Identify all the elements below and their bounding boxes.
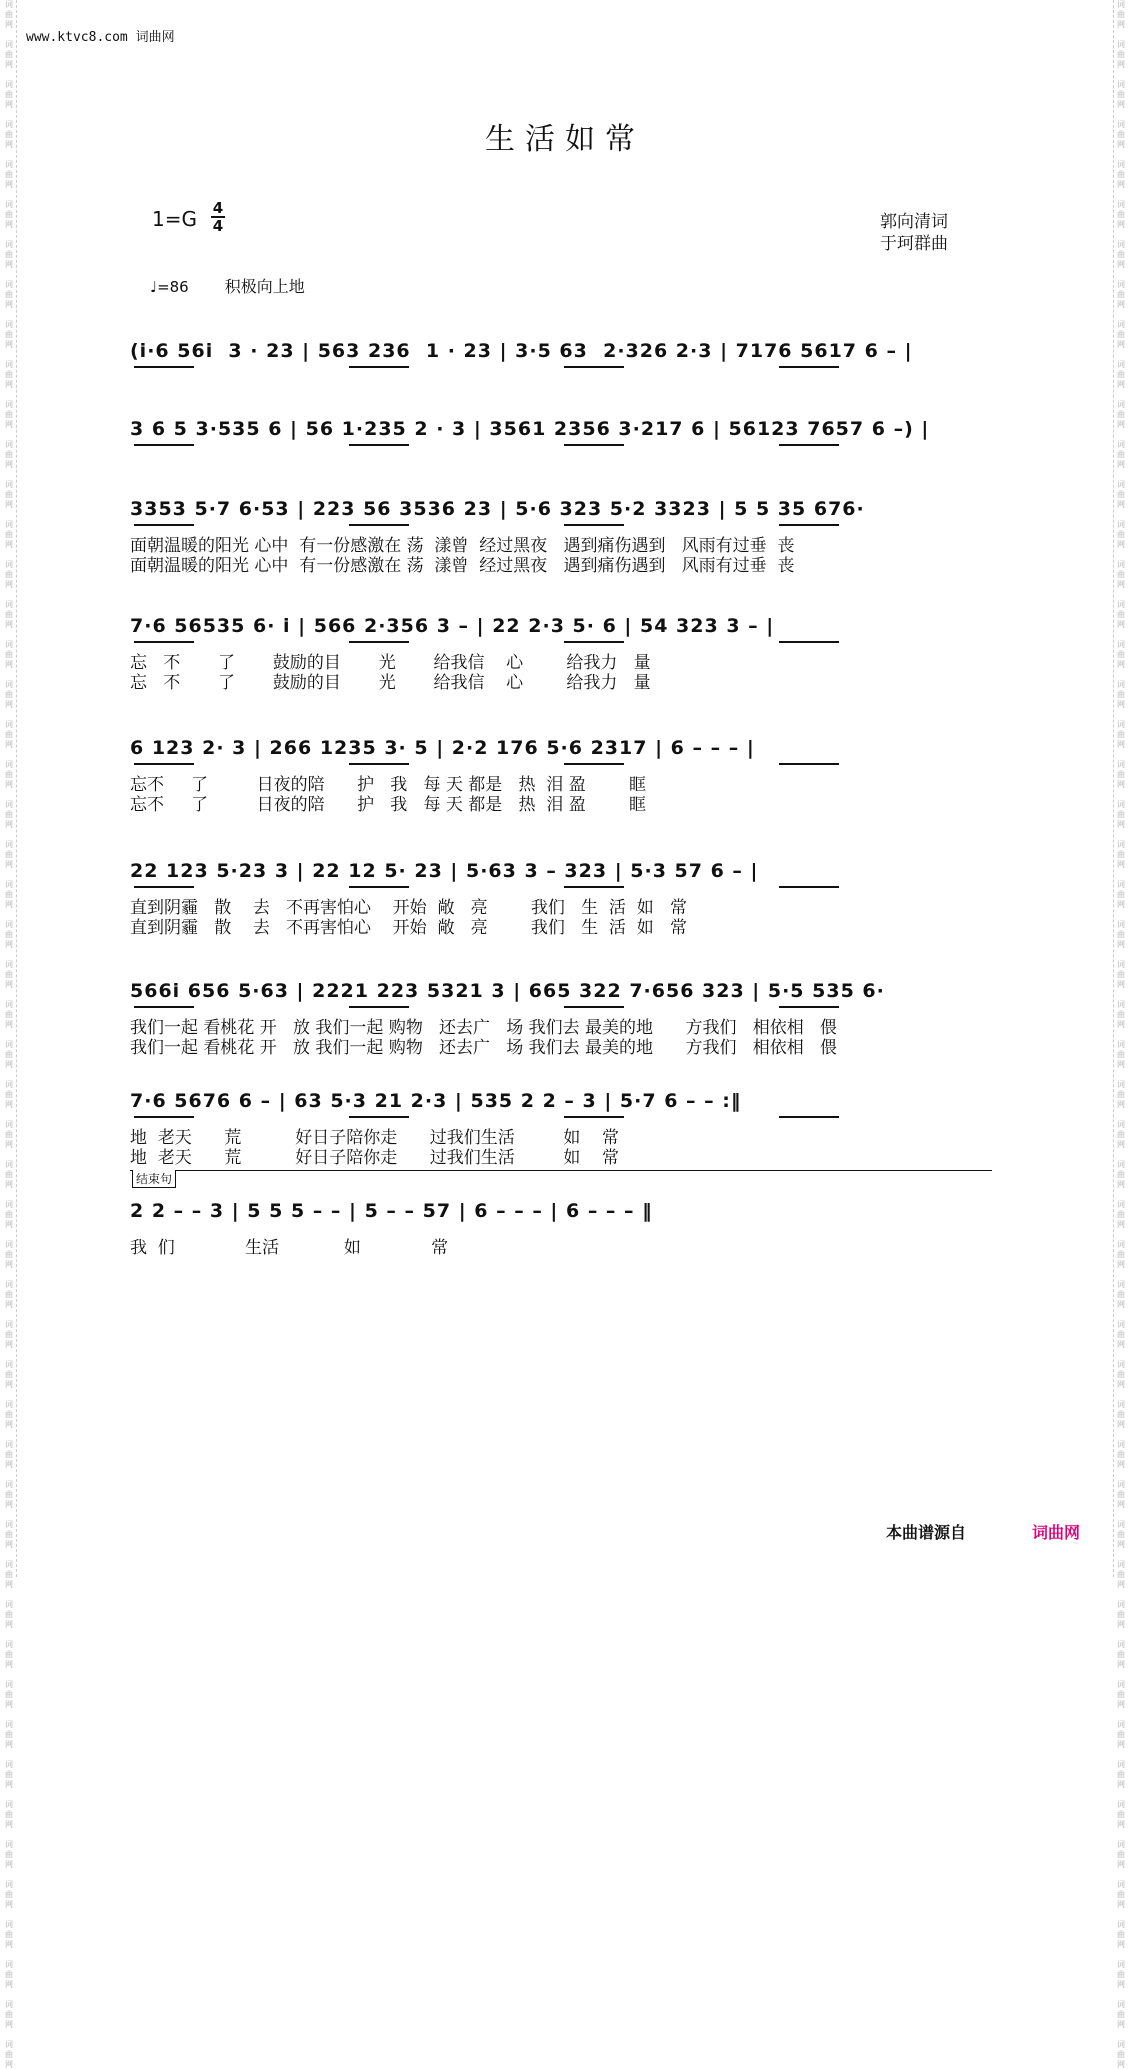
beam-line <box>779 1116 839 1118</box>
lyric-line: 我们一起 看桃花 开 放 我们一起 购物 还去广 场 我们去 最美的地 方我们 相依相 偎 <box>130 1018 837 1038</box>
lyric-line: 面朝温暖的阳光 心中 有一份感激在 荡 漾曾 经过黑夜 遇到痛伤遇到 风雨有过垂 丧 <box>130 556 795 576</box>
lyric-line: 地 老天 荒 好日子陪你走 过我们生活 如 常 <box>130 1128 619 1148</box>
lyric-line: 地 老天 荒 好日子陪你走 过我们生活 如 常 <box>130 1148 619 1168</box>
credits <box>880 211 948 255</box>
source-text: 本曲谱源自 <box>886 1523 967 1542</box>
lyric-line: 直到阴霾 散 去 不再害怕心 开始 敞 亮 我们 生 活 如 常 <box>130 918 687 938</box>
notation-line: 566i 656 5·63 | 2221 223 5321 3 | 665 322 7·656 323 | 5·5 535 6· <box>130 980 893 1002</box>
tempo-mark: ♩=86 <box>150 278 189 296</box>
lyric-line: 直到阴霾 散 去 不再害怕心 开始 敞 亮 我们 生 活 如 常 <box>130 898 687 918</box>
beam-line <box>349 524 409 526</box>
notation-line: 3 6 5 3·535 6 | 56 1·235 2 · 3 | 3561 2356 3·217 6 | 56123 7657 6 –) | <box>130 418 930 440</box>
beam-line <box>349 641 409 643</box>
beam-line <box>349 763 409 765</box>
beam-line <box>779 524 839 526</box>
beam-line <box>349 1006 409 1008</box>
beam-line <box>349 1116 409 1118</box>
notation-line: 22 123 5·23 3 | 22 12 5· 23 | 5·63 3 – 323 | 5·3 57 6 – | <box>130 860 759 882</box>
song-title: 生活如常 <box>485 122 645 157</box>
time-bottom: 4 <box>212 217 224 235</box>
composer: 于珂群曲 <box>880 234 948 254</box>
beam-line <box>134 641 194 643</box>
right-watermark-strip: 词 曲 网 词 曲 网 词 曲 网 词 曲 网 词 曲 网 词 曲 网 词 曲 网 词 曲 网 词 曲 网 词 曲 网 词 曲 网 词 曲 网 词 曲 网 词 曲 网 词 曲 网 词 曲 网 词 曲 网 词 曲 网 词 曲 网 词 曲 网 词 曲 网 词 曲 网 词 曲 网 词 曲 网 词 曲 网 词 曲 网 词 曲 网 词 曲 网 词 曲 网 词 曲 网 词 曲 网 词 曲 网 词 曲 网 词 曲 网 词 曲 网 词 曲 网 词 曲 网 词 曲 网 词 曲 网 词 曲 网 词 曲 网 词 曲 网 词 曲 网 词 曲 网 词 曲 网 词 曲 网 词 曲 网 词 曲 网 词 曲 网 词 曲 网 词 曲 网 词 曲 网 <box>1113 0 1128 1577</box>
lyric-line: 忘 不 了 鼓励的目 光 给我信 心 给我力 量 <box>130 653 651 673</box>
tempo-line <box>150 274 305 297</box>
beam-line <box>134 524 194 526</box>
beam-line <box>779 366 839 368</box>
beam-line <box>564 524 624 526</box>
lyric-line: 面朝温暖的阳光 心中 有一份感激在 荡 漾曾 经过黑夜 遇到痛伤遇到 风雨有过垂 丧 <box>130 536 795 556</box>
beam-line <box>134 444 194 446</box>
beam-line <box>564 444 624 446</box>
lyricist: 郭向清词 <box>880 212 948 232</box>
ending-notes: 2 2 – – 3 | 5 5 5 – – | 5 – – 57 | 6 – – – | 6 – – – ‖ <box>130 1200 653 1222</box>
beam-line <box>134 763 194 765</box>
mood-text: 积极向上地 <box>224 277 305 296</box>
beam-line <box>779 641 839 643</box>
notation-line: 3353 5·7 6·53 | 223 56 3536 23 | 5·6 323 5·2 3323 | 5 5 35 676· <box>130 498 873 520</box>
beam-line <box>349 366 409 368</box>
time-top: 4 <box>212 199 224 217</box>
beam-line <box>349 444 409 446</box>
beam-line <box>779 886 839 888</box>
ending-lyrics: 我 们 生活 如 常 <box>130 1238 449 1258</box>
lyric-line: 我们一起 看桃花 开 放 我们一起 购物 还去广 场 我们去 最美的地 方我们 相依相 偎 <box>130 1038 837 1058</box>
left-watermark-strip: 词 曲 网 词 曲 网 词 曲 网 词 曲 网 词 曲 网 词 曲 网 词 曲 网 词 曲 网 词 曲 网 词 曲 网 词 曲 网 词 曲 网 词 曲 网 词 曲 网 词 曲 网 词 曲 网 词 曲 网 词 曲 网 词 曲 网 词 曲 网 词 曲 网 词 曲 网 词 曲 网 词 曲 网 词 曲 网 词 曲 网 词 曲 网 词 曲 网 词 曲 网 词 曲 网 词 曲 网 词 曲 网 词 曲 网 词 曲 网 词 曲 网 词 曲 网 词 曲 网 词 曲 网 词 曲 网 词 曲 网 词 曲 网 词 曲 网 词 曲 网 词 曲 网 词 曲 网 词 曲 网 词 曲 网 词 曲 网 词 曲 网 词 曲 网 词 曲 网 词 曲 网 <box>2 0 17 1577</box>
beam-line <box>779 444 839 446</box>
notation-line: 7·6 5676 6 – | 63 5·3 21 2·3 | 535 2 2 – 3 | 5·7 6 – – :‖ <box>130 1090 742 1112</box>
ending-bracket <box>130 1170 992 1187</box>
beam-line <box>564 886 624 888</box>
lyric-line: 忘 不 了 鼓励的目 光 给我信 心 给我力 量 <box>130 673 651 693</box>
beam-line <box>134 1116 194 1118</box>
beam-line <box>564 1006 624 1008</box>
lyric-line: 忘不 了 日夜的陪 护 我 每 天 都是 热 泪 盈 眶 <box>130 795 646 815</box>
beam-line <box>779 1006 839 1008</box>
beam-line <box>134 366 194 368</box>
beam-line <box>779 763 839 765</box>
beam-line <box>349 886 409 888</box>
notation-line: 7·6 56535 6· i | 566 2·356 3 – | 22 2·3 5· 6 | 54 323 3 – | <box>130 615 775 637</box>
key-signature: 1=G <box>152 207 197 231</box>
notation-line: 6 123 2· 3 | 266 1235 3· 5 | 2·2 176 5·6 2317 | 6 – – – | <box>130 737 755 759</box>
lyric-line: 忘不 了 日夜的陪 护 我 每 天 都是 热 泪 盈 眶 <box>130 775 646 795</box>
beam-line <box>564 763 624 765</box>
beam-line <box>134 1006 194 1008</box>
ending-label: 结束句 <box>132 1170 176 1188</box>
beam-line <box>134 886 194 888</box>
brand-link[interactable]: 词曲网 <box>1032 1523 1081 1542</box>
notation-line: (i·6 56i 3 · 23 | 563 236 1 · 23 | 3·5 63 2·326 2·3 | 7176 5617 6 – | <box>130 340 913 362</box>
beam-line <box>564 641 624 643</box>
time-signature <box>211 200 225 234</box>
beam-line <box>564 1116 624 1118</box>
beam-line <box>564 366 624 368</box>
site-url: www.ktvc8.com 词曲网 <box>26 30 175 45</box>
